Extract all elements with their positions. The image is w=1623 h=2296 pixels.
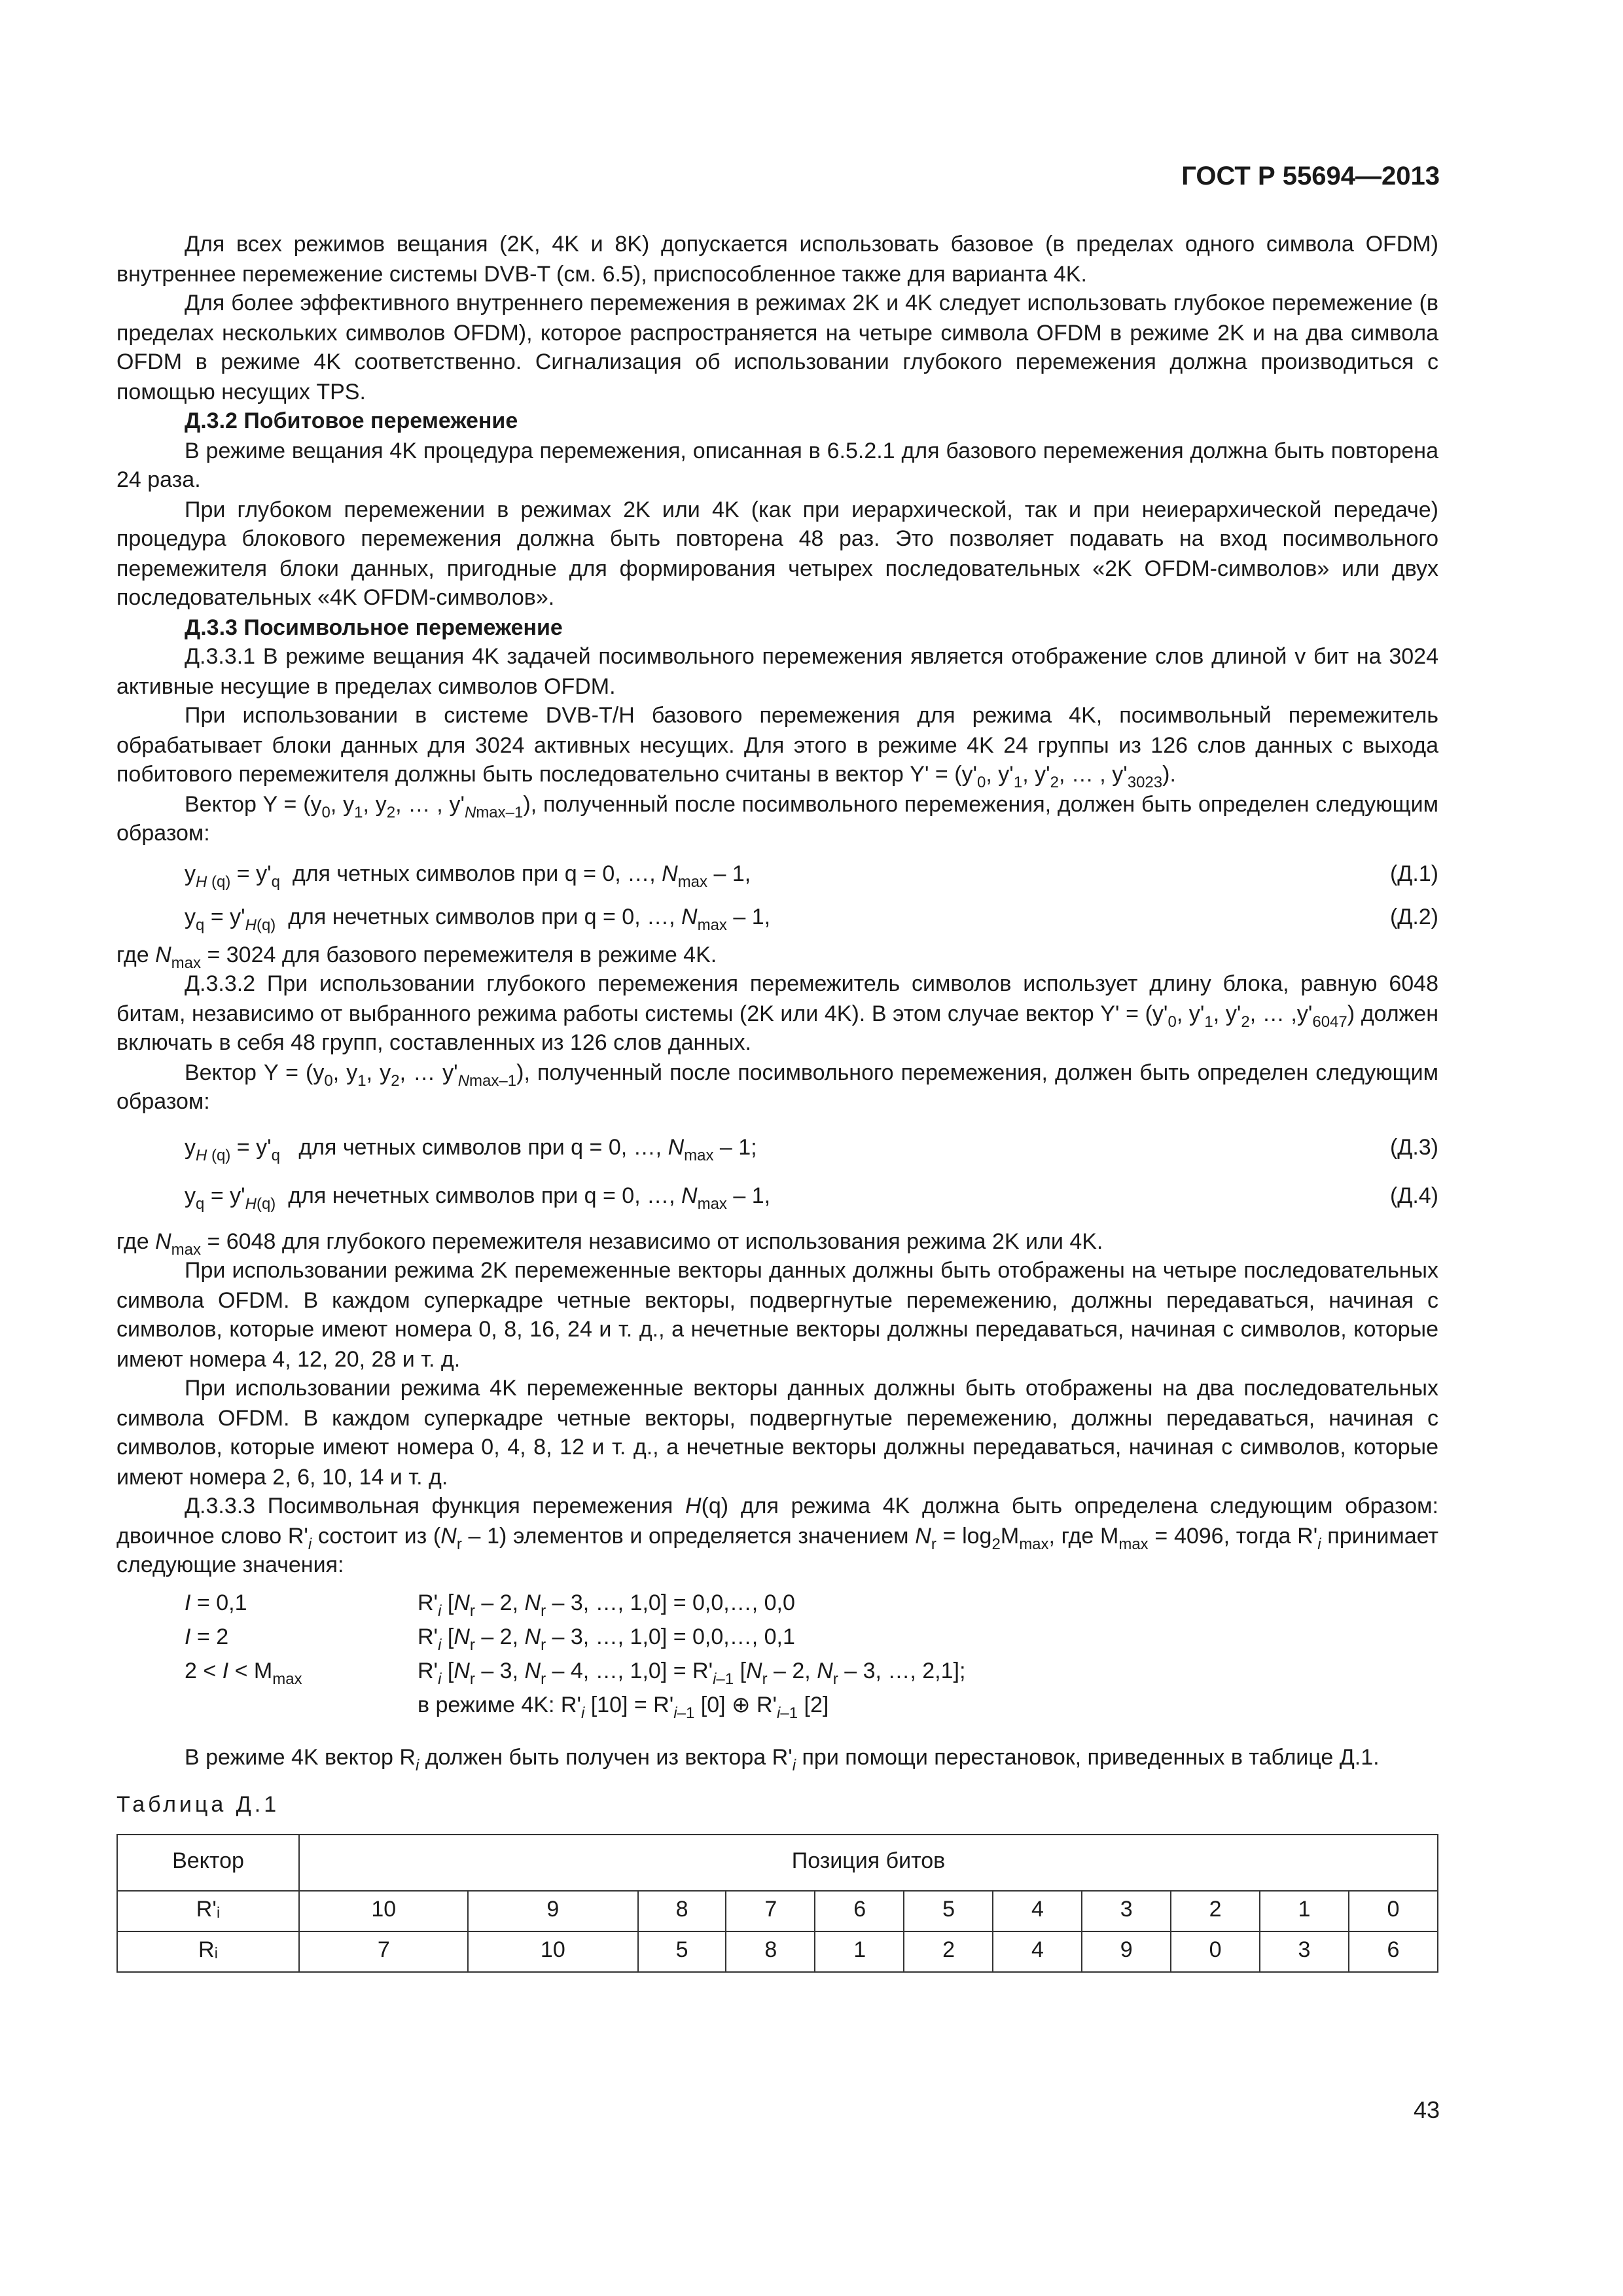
table-cell: 4	[993, 1890, 1082, 1931]
table-cell: 10	[299, 1890, 469, 1931]
paragraph: где $N_{max} = 3024$ для базового перемежителя в режиме 4K.	[116, 942, 717, 971]
formula-line: I = 2 $R'_i$ [$N_r - 2$, $N_r - 3$, …, 1,0] = 0,0,…, 0,1	[185, 1624, 795, 1653]
table-cell: 8	[637, 1890, 726, 1931]
document-body	[116, 230, 1438, 1972]
table-cell: 8	[726, 1931, 815, 1971]
formula-line: $2 < I < M_{max}$ $R'_i$ [$N_r - 3$, $N_r - 4$, …, $1,0] = R'_{i-1}$ [$N_r - 2$, $N_r - 3$, …, 2,1];	[185, 1658, 966, 1687]
paragraph: В режиме 4K вектор $R_i$ должен быть получен из вектора $R'_i$ при помощи перестановок, приведенных в таблице Д.1.	[185, 1744, 1380, 1774]
row-label: Rᵢ	[117, 1931, 299, 1971]
document-header: ГОСТ Р 55694—2013	[1181, 162, 1440, 191]
table-cell: 3	[1082, 1890, 1171, 1931]
paragraph: Д.3.3.1 В режиме вещания 4K задачей посимвольного перемежения является отображение слов длиной v бит на 3024 активные несущие в пределах символов OFDM.	[116, 644, 1438, 698]
paragraph: Вектор $Y = (y_0$, $y_1$, $y_2$, … , $y'_{Nmax-1}$), полученный после посимвольного перемежения, должен быть определен следующим образом:	[116, 791, 1438, 846]
table-cell: 6	[815, 1890, 904, 1931]
paragraph: Д.3.3.2 При использовании глубокого перемежения перемежитель символов использует длину блока, равную 6048 битам, независимо от выбранного режима работы системы (2K или 4K). В этом случае вектор $Y' = (y'_0$, $y'_1$, $y'_2$, … $,y'_{6047}$) должен включать в себя 48 групп, составленных из 126 слов данных.	[116, 971, 1438, 1055]
equation-d1: $y_{H (q)} = y'_q$ для четных символов при q = 0, …, $N_{max} - 1$, (Д.1)	[185, 861, 1438, 890]
section-heading: Д.3.3 Посимвольное перемежение	[185, 615, 563, 639]
equation-d4: $y_q = y'_{H(q)}$ для нечетных символов при q = 0, …, $N_{max} - 1$, (Д.4)	[185, 1183, 1438, 1212]
paragraph: В режиме вещания 4K процедура перемежения, описанная в 6.5.2.1 для базового перемежения должна быть повторена 24 раза.	[116, 438, 1438, 492]
table-header-vector: Вектор	[117, 1834, 299, 1890]
equation-number: (Д.4)	[1389, 1183, 1438, 1208]
table-cell: 1	[1260, 1890, 1349, 1931]
paragraph: где $N_{max} = 6048$ для глубокого перемежителя независимо от использования режима 2K или 4K.	[116, 1229, 1103, 1258]
paragraph: При использовании в системе DVB-T/H базового перемежения для режима 4K, посимвольный перемежитель обрабатывает блоки данных для 3024 активных несущих. Для этого в режиме 4K 24 группы из 126 слов данных с выхода побитового перемежителя должны быть последовательно считаны в вектор $Y' = (y'_0$, $y'_1$, $y'_2$, … , $y'_{3023}$).	[116, 703, 1438, 791]
table-caption: Таблица Д.1	[116, 1792, 280, 1817]
table-cell: 6	[1349, 1931, 1438, 1971]
equation-d3: $y_{H (q)} = y'_q$ для четных символов при q = 0, …, $N_{max} - 1$; (Д.3)	[185, 1134, 1438, 1164]
equation-number: (Д.2)	[1389, 904, 1438, 929]
table-cell: 10	[469, 1931, 638, 1971]
table-cell: 7	[726, 1890, 815, 1931]
table-header-positions: Позиция битов	[299, 1834, 1438, 1890]
paragraph: При глубоком перемежении в режимах 2K или 4K (как при иерархической, так и при неиерархической передаче) процедура блокового перемежения должна быть повторена 48 раз. Это позволяет подавать на вход посимвольного перемежителя блоки данных, пригодные для формирования четырех последовательных «2K OFDM-символов» или двух последовательных «4K OFDM-символов».	[116, 497, 1438, 610]
table-cell: 2	[904, 1931, 993, 1971]
table-cell: 9	[469, 1890, 638, 1931]
paragraph: При использовании режима 2K перемеженные векторы данных должны быть отображены на четыре последовательных символа OFDM. В каждом суперкадре четные векторы, подвергнутые перемежению, должны передаваться, начиная с символов, которые имеют номера 0, 8, 16, 24 и т. д., а нечетные векторы должны передаваться, начиная с символов, которые имеют номера 4, 12, 20, 28 и т. д.	[116, 1258, 1438, 1371]
equation-number: (Д.1)	[1389, 861, 1438, 886]
section-heading: Д.3.2 Побитовое перемежение	[185, 408, 518, 433]
table-row	[117, 1890, 1438, 1931]
bit-permutation-table	[116, 1833, 1438, 1972]
table-cell: 3	[1260, 1931, 1349, 1971]
table-row	[117, 1931, 1438, 1971]
table-cell: 9	[1082, 1931, 1171, 1971]
paragraph: Для более эффективного внутреннего перемежения в режимах 2K и 4K следует использовать глубокое перемежение (в пределах нескольких символов OFDM), которое распространяется на четыре символа OFDM в режиме 2K и на два символа OFDM в режиме 4K соответственно. Сигнализация об использовании глубокого перемежения должна производиться с помощью несущих TPS.	[116, 291, 1438, 404]
table-cell: 5	[904, 1890, 993, 1931]
paragraph: Для всех режимов вещания (2K, 4K и 8K) допускается использовать базовое (в пределах одного символа OFDM) внутреннее перемежение системы DVB-T (см. 6.5), приспособленное также для варианта 4K.	[116, 232, 1438, 286]
table-cell: 0	[1171, 1931, 1260, 1971]
table-cell: 1	[815, 1931, 904, 1971]
table-cell: 4	[993, 1931, 1082, 1971]
table-cell: 7	[299, 1931, 469, 1971]
table-cell: 5	[637, 1931, 726, 1971]
table-cell: 2	[1171, 1890, 1260, 1931]
table-cell: 0	[1349, 1890, 1438, 1931]
formula-line: в режиме 4K: $R'_i$ $[10] = R'_{i-1}$ [0] ⊕ $R'_{i-1}$ [2]	[418, 1692, 829, 1721]
formula-line: I = 0,1 $R'_i$ [$N_r - 2$, $N_r - 3$, …, 1,0] = 0,0,…, 0,0	[185, 1590, 795, 1619]
paragraph: При использовании режима 4K перемеженные векторы данных должны быть отображены на два последовательных символа OFDM. В каждом суперкадре четные векторы, подвергнутые перемежению, должны передаваться, начиная с символов, которые имеют номера 0, 4, 8, 12 и т. д., а нечетные векторы должны передаваться, начиная с символов, которые имеют номера 2, 6, 10, 14 и т. д.	[116, 1376, 1438, 1489]
paragraph: Вектор $Y = (y_0$, $y_1$, $y_2$, … $y'_{Nmax-1}$), полученный после посимвольного перемежения, должен быть определен следующим образом:	[116, 1060, 1438, 1114]
row-label: R'ᵢ	[117, 1890, 299, 1931]
page-number: 43	[1413, 2097, 1440, 2123]
equation-d2: $y_q = y'_{H(q)}$ для нечетных символов при q = 0, …, $N_{max} - 1$, (Д.2)	[185, 904, 1438, 933]
equation-number: (Д.3)	[1389, 1134, 1438, 1159]
paragraph: Д.3.3.3 Посимвольная функция перемежения H(q) для режима 4K должна быть определена следующим образом: двоичное слово $R'_i$ состоит из $(N_r - 1)$ элементов и определяется значением $N_r = \log_2M_{max}$, где $M_{max} = 4096$, тогда $R'_i$ принимает следующие значения:	[116, 1494, 1438, 1577]
